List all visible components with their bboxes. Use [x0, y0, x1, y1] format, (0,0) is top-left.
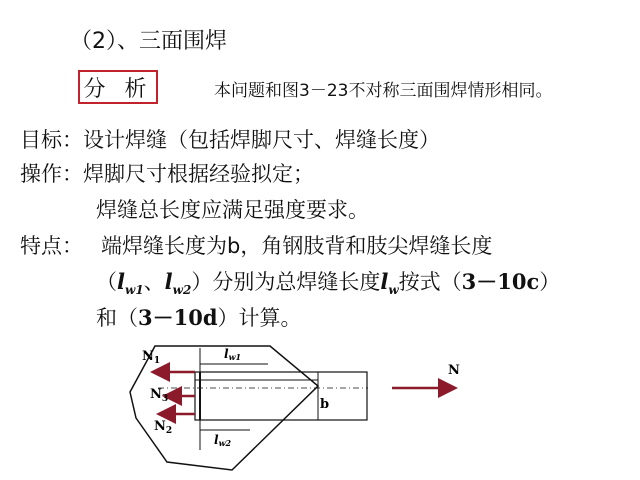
paren-open: （	[96, 270, 117, 294]
angle-steel-body	[195, 372, 367, 420]
feature-text-2c: 按式（	[398, 270, 462, 294]
equation-ref-2: 3－10d	[138, 305, 218, 330]
lw1-label: lw1	[224, 347, 242, 362]
analysis-label-box: 分 析	[78, 70, 158, 104]
feature-head: 特点：	[20, 234, 83, 258]
feature-text-1: 端焊缝长度为b，角钢肢背和肢尖焊缝长度	[101, 234, 493, 258]
b-label: b	[320, 397, 330, 412]
feature-text-3a: 和（	[96, 306, 138, 330]
feature-text-2b: ）分别为总焊缝长度	[191, 270, 381, 294]
operation-line-1: 操作：焊脚尺寸根据经验拟定；	[20, 162, 314, 186]
lw2-symbol: $l_{w2}$	[164, 269, 192, 298]
separator: 、	[143, 270, 165, 294]
lw-symbol: $l_w$	[380, 269, 399, 298]
feature-text-3b: ）计算。	[217, 306, 302, 330]
goal-line: 目标：设计焊缝（包括焊脚尺寸、焊缝长度）	[20, 128, 440, 152]
equation-ref-1: 3－10c	[461, 269, 540, 294]
lw1-symbol: $l_{w1}$	[117, 269, 144, 298]
paren-close: ）	[539, 270, 561, 294]
lw2-label: lw2	[214, 433, 232, 448]
operation-line-2: 焊缝总长度应满足强度要求。	[96, 198, 369, 222]
note-text: 本问题和图3－23不对称三面围焊情形相同。	[214, 81, 553, 101]
n1-label: $N_1$	[142, 349, 161, 366]
section-title: （2）、三面围焊	[70, 29, 227, 54]
n-label: N	[448, 363, 460, 378]
n3-label: $N_3$	[150, 387, 169, 404]
n2-label: $N_2$	[154, 419, 173, 436]
